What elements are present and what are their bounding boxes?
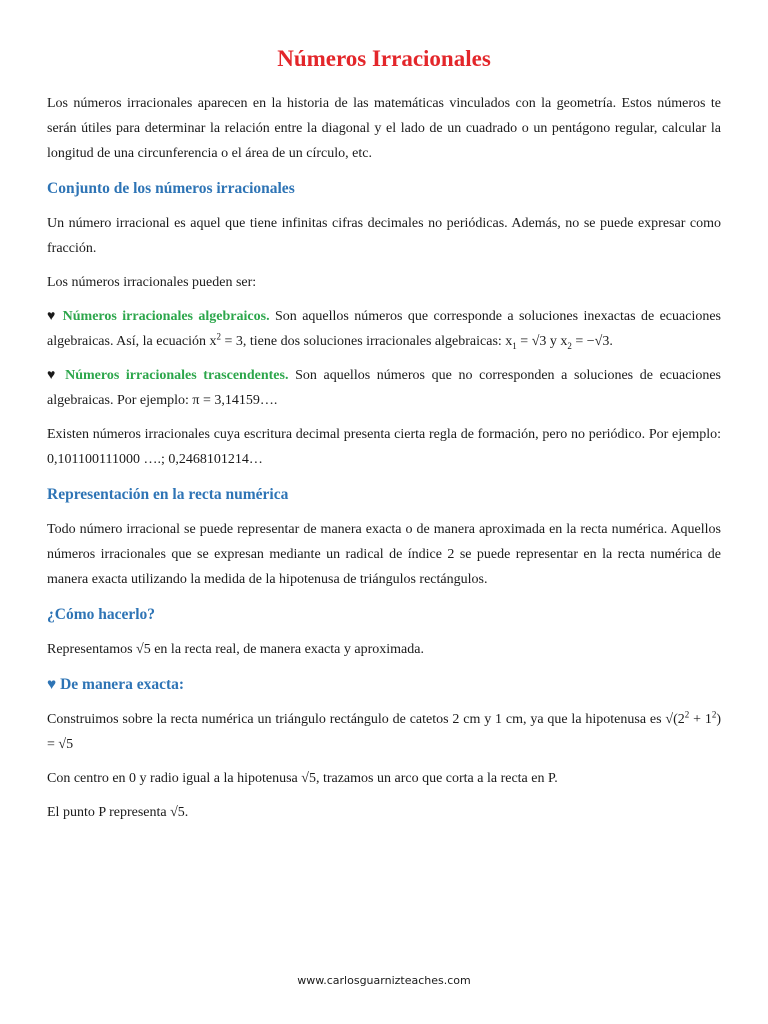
document-page [47, 44, 721, 825]
transcendental-label: Números irracionales trascendentes. [65, 368, 289, 383]
point-paragraph: El punto P representa √5. [47, 805, 189, 820]
section-heading-conjunto: Conjunto de los números irracionales [47, 180, 295, 197]
section-heading-como-hacerlo: ¿Cómo hacerlo? [47, 606, 156, 623]
algebraic-paragraph [47, 304, 721, 354]
heart-bullet-icon: ♥ [47, 309, 58, 324]
arc-paragraph: Con centro en 0 y radio igual a la hipotenusa √5, trazamos un arco que corta a la recta en P. [47, 771, 558, 786]
section-heading-manera-exacta: ♥ De manera exacta: [47, 676, 185, 693]
section-heading-representacion: Representación en la recta numérica [47, 486, 289, 503]
algebraic-label: Números irracionales algebraicos. [62, 309, 270, 324]
algebraic-sup: 2 [216, 331, 221, 342]
algebraic-sub1: 1 [512, 340, 517, 351]
transcendental-paragraph [47, 363, 721, 413]
transcendental-text: Son aquellos números que no corresponden a soluciones de ecuaciones algebraicas. Por ejemplo: π = 3,14159…. [47, 368, 722, 408]
pattern-paragraph: Existen números irracionales cuya escritura decimal presenta cierta regla de formación, pero no periódico. Por ejemplo: 0,101100111000 ….; 0,2468101214… [47, 427, 721, 467]
construction-sup-b: 2 [711, 709, 717, 720]
construction-paragraph [47, 707, 721, 757]
construction-text-end: ) = √5 [47, 712, 721, 752]
algebraic-text-x1: = √3 y x [516, 334, 568, 349]
footer-url: www.carlosguarnizteaches.com [297, 974, 471, 987]
algebraic-text-mid: = 3, tiene dos soluciones irracionales algebraicas: x [220, 334, 513, 349]
definition-paragraph: Un número irracional es aquel que tiene infinitas cifras decimales no periódicas. Además, no se puede expresar como fracción. [47, 216, 721, 256]
algebraic-text-end: = −√3. [571, 334, 613, 349]
types-intro-paragraph: Los números irracionales pueden ser: [47, 275, 257, 290]
algebraic-text-before: Son aquellos números que corresponde a soluciones inexactas de ecuaciones algebraicas. Así, la ecuación x [47, 309, 722, 349]
heart-bullet-icon: ♥ [47, 368, 59, 383]
how-paragraph: Representamos √5 en la recta real, de manera exacta y aproximada. [47, 642, 424, 657]
construction-sup-a: 2 [684, 709, 690, 720]
page-title: Números Irracionales [277, 46, 491, 71]
construction-text-before: Construimos sobre la recta numérica un triángulo rectángulo de catetos 2 cm y 1 cm, ya que la hipotenusa es √(2 [47, 712, 685, 727]
intro-paragraph: Los números irracionales aparecen en la historia de las matemáticas vinculados con la geometría. Estos números te serán útiles para determinar la relación entre la diagonal y el lado de un cuadrado o un pentágono regular, calcular la longitud de una circunferencia o el área de un círculo, etc. [47, 96, 721, 161]
representation-paragraph: Todo número irracional se puede representar de manera exacta o de manera aproximada en la recta numérica. Aquellos números irracionales que se expresan mediante un radical de índice 2 se puede representar en la recta numérica de manera exacta utilizando la medida de la hipotenusa de triángulos rectángulos. [47, 522, 721, 587]
construction-text-mid: + 1 [689, 712, 712, 727]
algebraic-sub2: 2 [567, 340, 572, 351]
